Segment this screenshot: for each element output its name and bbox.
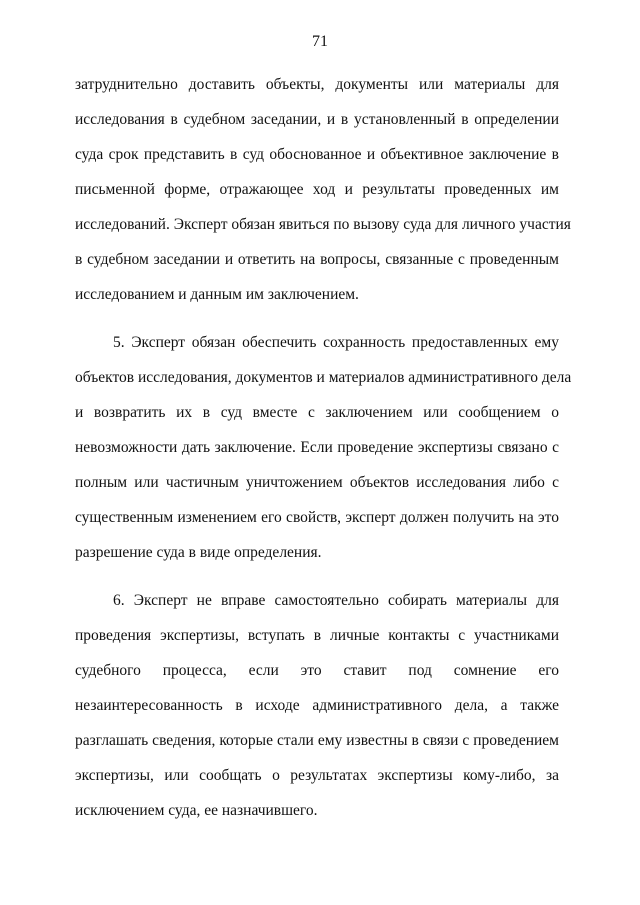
text-line: невозможности дать заключение. Если проведение экспертизы связано с	[75, 439, 559, 456]
text-line: письменной форме, отражающее ход и результаты проведенных им	[75, 181, 559, 198]
text-line: 6. Эксперт не вправе самостоятельно собирать материалы для	[113, 592, 559, 609]
paragraph-continuation	[75, 67, 571, 312]
text-line: в судебном заседании и ответить на вопросы, связанные с проведенным	[75, 251, 559, 268]
text-line: исключением суда, ее назначившего.	[75, 802, 318, 819]
text-line: исследований. Эксперт обязан явиться по вызову суда для личного участия	[75, 216, 571, 233]
text-line: существенным изменением его свойств, эксперт должен получить на это	[75, 509, 559, 526]
document-body	[75, 67, 572, 828]
text-line: суда срок представить в суд обоснованное и объективное заключение в	[75, 146, 559, 163]
paragraph-spacer	[75, 312, 559, 325]
text-line: и возвратить их в суд вместе с заключением или сообщением о	[75, 404, 559, 421]
text-line: 5. Эксперт обязан обеспечить сохранность предоставленных ему	[113, 334, 559, 351]
text-line: исследованием и данным им заключением.	[75, 286, 359, 303]
text-line: судебного процесса, если это ставит под сомнение его	[75, 662, 559, 679]
text-line: затруднительно доставить объекты, документы или материалы для	[75, 76, 559, 93]
paragraph-spacer	[75, 570, 559, 583]
text-line: исследования в судебном заседании, и в установленный в определении	[75, 111, 559, 128]
text-line: полным или частичным уничтожением объектов исследования либо с	[75, 474, 559, 491]
paragraph-item-5	[75, 325, 572, 570]
text-line: разрешение суда в виде определения.	[75, 544, 322, 561]
paragraph-item-6	[75, 583, 559, 828]
text-line: незаинтересованность в исходе административного дела, а также	[75, 697, 559, 714]
page-number: 71	[312, 33, 328, 50]
text-line: проведения экспертизы, вступать в личные контакты с участниками	[75, 627, 559, 644]
text-line: разглашать сведения, которые стали ему известны в связи с проведением	[75, 732, 559, 749]
text-line: объектов исследования, документов и материалов административного дела	[75, 369, 572, 386]
text-line: экспертизы, или сообщать о результатах экспертизы кому-либо, за	[75, 767, 559, 784]
